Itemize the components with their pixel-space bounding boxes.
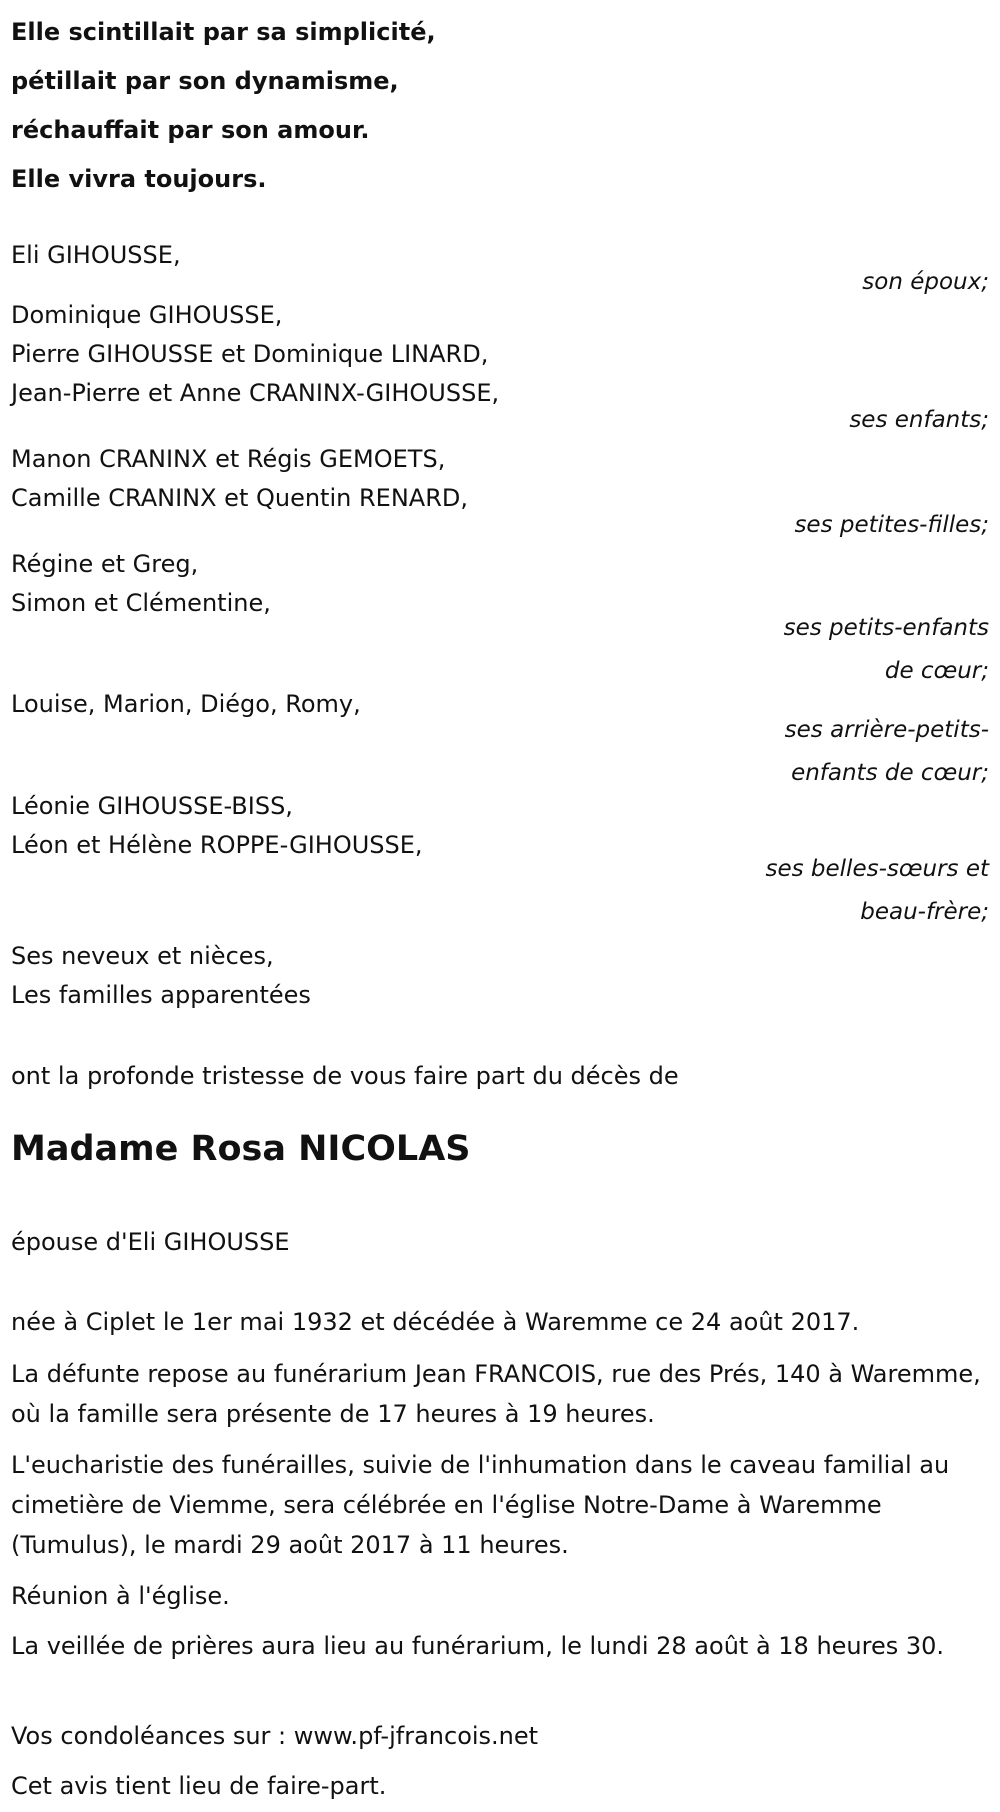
relation-line: ses belles-sœurs et <box>765 856 989 882</box>
poem-line: pétillait par son dynamisme, <box>11 67 399 95</box>
family-group-heart-grandchildren <box>11 545 989 695</box>
spouse-line: épouse d'Eli GIHOUSSE <box>11 1228 290 1256</box>
poem <box>11 8 911 204</box>
family-name: Camille CRANINX et Quentin RENARD, <box>11 484 468 512</box>
family-name: Eli GIHOUSSE, <box>11 241 181 269</box>
family-name: Louise, Marion, Diégo, Romy, <box>11 690 361 718</box>
relation-line: ses arrière-petits- <box>784 717 989 743</box>
family-relation <box>689 607 989 693</box>
vigil-details: La veillée de prières aura lieu au funérarium, le lundi 28 août à 18 heures 30. <box>11 1632 945 1660</box>
relation-line: son époux; <box>862 269 989 295</box>
deceased-name: Madame Rosa NICOLAS <box>11 1129 471 1169</box>
family-group-great-grandchildren <box>11 685 989 795</box>
family-relation <box>689 709 989 795</box>
family-relation <box>689 399 989 442</box>
family-names <box>11 440 671 518</box>
poem-line: réchauffait par son amour. <box>11 116 370 144</box>
family-names <box>11 685 671 724</box>
family-name: Léon et Hélène ROPPE-GIHOUSSE, <box>11 831 423 859</box>
family-names <box>11 296 671 413</box>
family-relation <box>689 848 989 934</box>
poem-line: Elle vivra toujours. <box>11 165 267 193</box>
family-name: Dominique GIHOUSSE, <box>11 301 283 329</box>
funeral-mass-details: L'eucharistie des funérailles, suivie de l'inhumation dans le caveau familial au cimetière de Viemme, sera célébrée en l'église Notre-Dame à Waremme (Tumulus), le mardi 29 août 2017 à 11 heures. <box>11 1451 950 1559</box>
family-name: Manon CRANINX et Régis GEMOETS, <box>11 445 446 473</box>
announcement: ont la profonde tristesse de vous faire part du décès de <box>11 1062 679 1090</box>
relative-line: Les familles apparentées <box>11 981 311 1009</box>
relation-line: ses petits-enfants <box>783 615 989 641</box>
notice-statement: Cet avis tient lieu de faire-part. <box>11 1772 387 1800</box>
family-name: Simon et Clémentine, <box>11 589 271 617</box>
family-group-children <box>11 296 989 436</box>
relation-line: ses petites-filles; <box>794 512 989 538</box>
poem-line: Elle scintillait par sa simplicité, <box>11 18 436 46</box>
relation-line: beau-frère; <box>860 899 989 925</box>
birth-death-details: née à Ciplet le 1er mai 1932 et décédée à Waremme ce 24 août 2017. <box>11 1308 860 1336</box>
family-name: Pierre GIHOUSSE et Dominique LINARD, <box>11 340 489 368</box>
family-group-in-laws <box>11 787 989 937</box>
family-names <box>11 545 671 623</box>
relation-line: enfants de cœur; <box>791 760 989 786</box>
relation-line: ses enfants; <box>849 407 989 433</box>
relation-line: de cœur; <box>884 658 989 684</box>
family-relation <box>689 504 989 547</box>
family-names <box>11 236 671 275</box>
family-name: Jean-Pierre et Anne CRANINX-GIHOUSSE, <box>11 379 500 407</box>
funerarium-details: La défunte repose au funérarium Jean FRANCOIS, rue des Prés, 140 à Waremme, où la famille sera présente de 17 heures à 19 heures. <box>11 1360 981 1428</box>
family-name: Régine et Greg, <box>11 550 199 578</box>
condolences-line: Vos condoléances sur : www.pf-jfrancois.net <box>11 1722 539 1750</box>
family-names <box>11 787 671 865</box>
other-relatives <box>11 937 989 1015</box>
relative-line: Ses neveux et nièces, <box>11 942 274 970</box>
family-name: Léonie GIHOUSSE-BISS, <box>11 792 293 820</box>
family-group-granddaughters <box>11 440 989 540</box>
gathering-details: Réunion à l'église. <box>11 1582 230 1610</box>
